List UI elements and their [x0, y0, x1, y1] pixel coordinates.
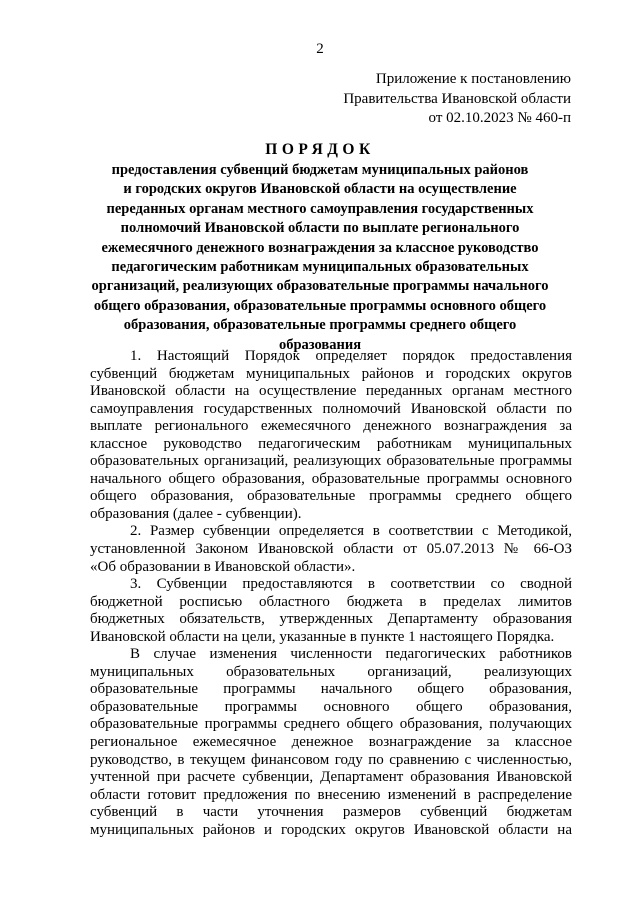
text-line: бюджетной росписью областного бюджета в пределах лимитов: [90, 593, 572, 610]
subtitle-line: образования: [278, 336, 362, 353]
subtitle-line: полномочий Ивановской области по выплате регионального: [120, 220, 520, 237]
paragraph-4: [90, 646, 572, 839]
text-line: муниципальных образовательных организаций, реализующих: [90, 663, 572, 680]
text-line: начального общего образования, образовательные программы основного: [90, 470, 572, 487]
text-line: Ивановской области на цели, указанные в пункте 1 настоящего Порядка.: [90, 628, 555, 645]
subtitle-line: педагогическим работникам муниципальных образовательных: [111, 259, 529, 276]
paragraph-1: [90, 348, 572, 523]
text-line: В случае изменения численности педагогических работников: [130, 646, 572, 663]
text-line: выплате регионального ежемесячного денежного вознаграждения за: [90, 418, 572, 435]
text-line: субвенций в части уточнения размеров субвенций бюджетам: [90, 804, 572, 821]
text-line: руководство, в текущем финансовом году по сравнению с численностью,: [90, 751, 572, 768]
text-line: бюджетных обязательств, утвержденных Департаменту образования: [90, 611, 572, 628]
text-line: области готовит предложения по внесению изменений в распределение: [90, 786, 572, 803]
text-line: самоуправления государственных полномочий Ивановской области по: [90, 400, 572, 417]
subtitle-line: предоставления субвенций бюджетам муниципальных районов: [111, 162, 529, 178]
text-line: образовательные программы начального общего образования,: [90, 681, 572, 698]
page-number: 2: [316, 41, 324, 57]
subtitle-line: и городских округов Ивановской области на осуществление: [123, 181, 517, 198]
appendix-block: [343, 70, 571, 129]
text-line: образования (далее - субвенции).: [90, 505, 302, 522]
text-line: учтенной при расчете субвенции, Департамент образования Ивановской: [90, 769, 572, 786]
subtitle-line: переданных органам местного самоуправления государственных: [106, 200, 534, 217]
text-line: 2. Размер субвенции определяется в соответствии с Методикой,: [130, 523, 572, 540]
text-line: установленной Законом Ивановской области от 05.07.2013 № 66-ОЗ: [90, 541, 572, 558]
text-line: классное руководство педагогическим работникам муниципальных: [90, 435, 572, 452]
subtitle-line: образования, образовательные программы среднего общего: [123, 317, 517, 334]
appendix-line: Приложение к постановлению: [375, 71, 571, 87]
text-line: образовательных организаций, реализующих образовательные программы: [90, 453, 572, 470]
appendix-line: от 02.10.2023 № 460-п: [428, 110, 571, 126]
document-body: [90, 348, 572, 839]
text-line: образовательные программы основного общего образования,: [90, 698, 572, 715]
document-subtitle: [70, 161, 570, 355]
text-line: Ивановской области на осуществление переданных органам местного: [90, 383, 572, 400]
document-title: ПОРЯДОК: [265, 141, 375, 158]
subtitle-line: ежемесячного денежного вознаграждения за классное руководство: [101, 239, 539, 256]
text-line: «Об образовании в Ивановской области».: [90, 558, 356, 575]
paragraph-3: [90, 576, 572, 646]
subtitle-line: общего образования, образовательные программы основного общего: [93, 297, 547, 314]
text-line: муниципальных районов и городских округов Ивановской области на: [90, 821, 572, 838]
text-line: региональное ежемесячное денежное вознаграждение за классное: [90, 734, 572, 751]
subtitle-line: организаций, реализующих образовательные программы начального: [91, 278, 549, 295]
appendix-line: Правительства Ивановской области: [343, 90, 571, 107]
text-line: 3. Субвенции предоставляются в соответствии со сводной: [130, 576, 572, 593]
text-line: 1. Настоящий Порядок определяет порядок предоставления: [130, 348, 572, 364]
text-line: общего образования, образовательные программы среднего общего: [90, 488, 572, 505]
text-line: субвенций бюджетам муниципальных районов и городских округов: [90, 365, 572, 382]
paragraph-2: [90, 523, 572, 576]
text-line: образовательные программы среднего общего образования, получающих: [90, 716, 572, 733]
